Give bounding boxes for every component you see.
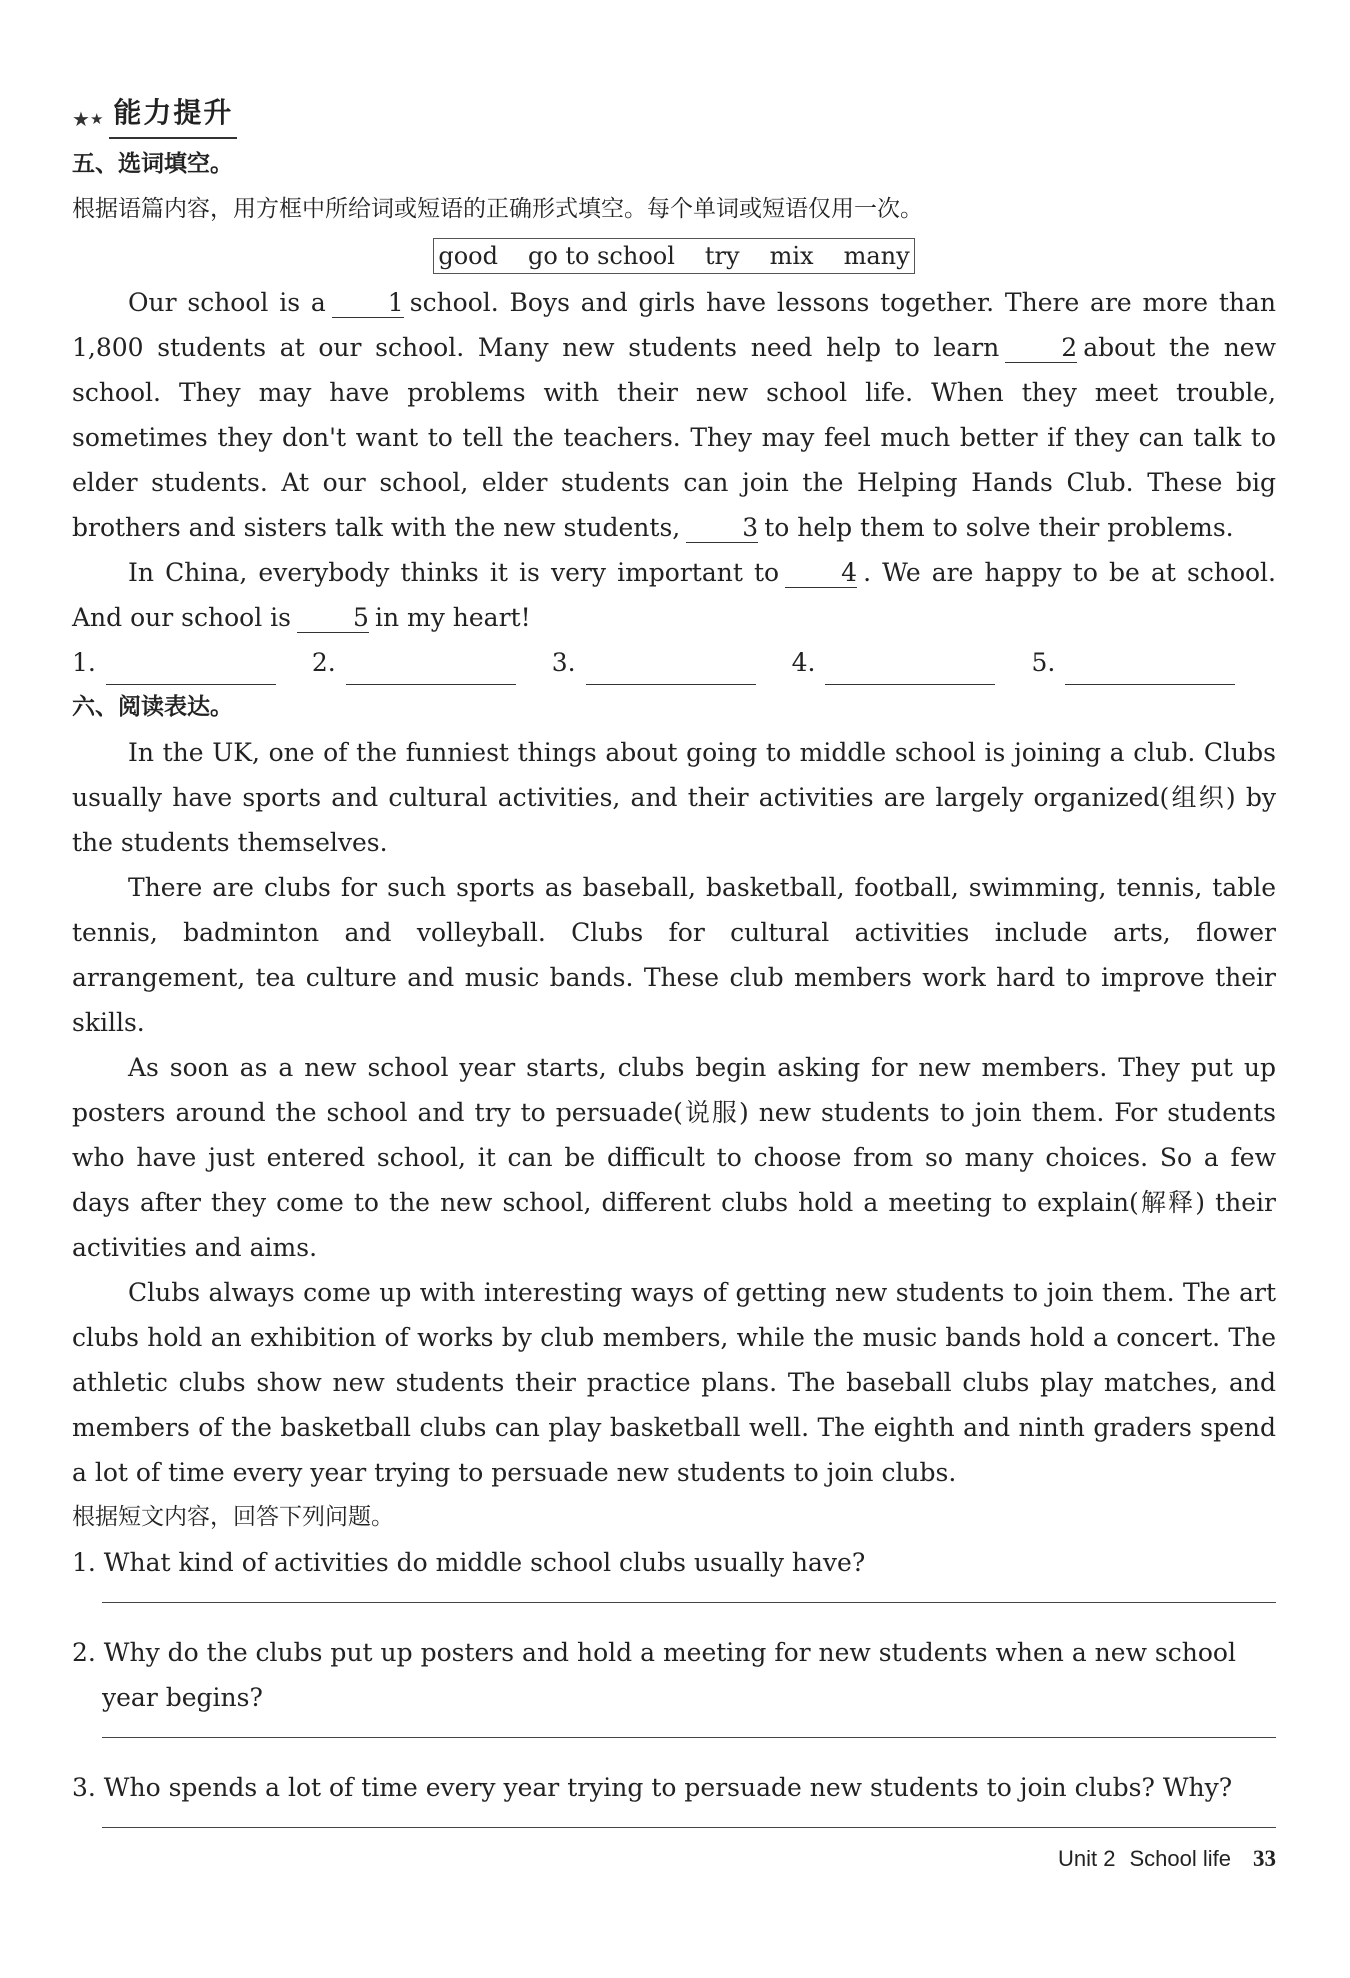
cloze-blank-3[interactable]: 3 bbox=[686, 514, 758, 543]
cloze-paragraph-1: Our school is a 1 school. Boys and girls have lessons together. There are more than 1,800 students at our school. Many new students need help to learn 2 about the new school. They may have problems with their new school life. When they meet trouble, sometimes they don't want to tell the teachers. They may feel much better if they can talk to elder students. At our school, elder students can join the Helping Hands Club. These big brothers and sisters talk with the new students, 3 to help them to solve their problems. bbox=[72, 288, 1276, 542]
reading-paragraph-2: There are clubs for such sports as baseball, basketball, football, swimming, tennis, table tennis, badminton and volleyball. Clubs for cultural activities include arts, flower arrangement, tea culture and music bands. These club members work hard to improve their skills. bbox=[72, 873, 1276, 1037]
page-number: 33 bbox=[1253, 1846, 1276, 1871]
cloze-blank-2[interactable]: 2 bbox=[1005, 334, 1077, 363]
section6-instruction: 根据短文内容，回答下列问题。 bbox=[72, 1504, 394, 1530]
banner-title: 能力提升 bbox=[109, 90, 237, 139]
question-1: 1. What kind of activities do middle school clubs usually have? bbox=[72, 1548, 866, 1577]
word-bank-item: good bbox=[438, 242, 498, 270]
section-banner bbox=[72, 92, 1276, 136]
question-3: 3. Who spends a lot of time every year trying to persuade new students to join clubs? Why? bbox=[72, 1773, 1233, 1802]
footer-title: School life bbox=[1129, 1846, 1231, 1871]
answer-row bbox=[72, 640, 1276, 685]
word-bank-item: mix bbox=[769, 242, 814, 270]
answer-slot-1[interactable]: 1. bbox=[72, 640, 276, 685]
section5-instruction: 根据语篇内容，用方框中所给词或短语的正确形式填空。每个单词或短语仅用一次。 bbox=[72, 196, 923, 222]
answer-line-3[interactable] bbox=[102, 1826, 1276, 1828]
question-2: 2. Why do the clubs put up posters and hold a meeting for new students when a new school year begins? bbox=[72, 1638, 1236, 1712]
answer-line-2[interactable] bbox=[102, 1736, 1276, 1738]
reading-paragraph-3: As soon as a new school year starts, clubs begin asking for new members. They put up posters around the school and try to persuade(说服) new students to join them. For students who have just entered school, it can be difficult to choose from so many choices. So a few days after they come to the new school, different clubs hold a meeting to explain(解释) their activities and aims. bbox=[72, 1053, 1276, 1262]
word-bank-item: many bbox=[843, 242, 910, 270]
word-bank-item: try bbox=[704, 242, 740, 270]
reading-paragraph-4: Clubs always come up with interesting ways of getting new students to join them. The art clubs hold an exhibition of works by club members, while the music bands hold a concert. The athletic clubs show new students their practice plans. The baseball clubs play matches, and members of the basketball clubs can play basketball well. The eighth and ninth graders spend a lot of time every year trying to persuade new students to join clubs. bbox=[72, 1278, 1276, 1487]
word-bank bbox=[72, 232, 1276, 280]
section6-heading: 六、阅读表达。 bbox=[72, 694, 233, 720]
cloze-blank-5[interactable]: 5 bbox=[297, 604, 369, 633]
answer-slot-2[interactable]: 2. bbox=[312, 640, 516, 685]
answer-line-1[interactable] bbox=[102, 1601, 1276, 1603]
answer-slot-4[interactable]: 4. bbox=[792, 640, 996, 685]
cloze-blank-4[interactable]: 4 bbox=[785, 559, 857, 588]
stars-icon: ★ ★ bbox=[72, 107, 104, 131]
reading-paragraph-1: In the UK, one of the funniest things about going to middle school is joining a club. Clubs usually have sports and cultural activities, and their activities are largely organized(组织) by the students themselves. bbox=[72, 738, 1276, 857]
word-bank-item: go to school bbox=[527, 242, 675, 270]
answer-slot-3[interactable]: 3. bbox=[552, 640, 756, 685]
answer-slot-5[interactable]: 5. bbox=[1031, 640, 1235, 685]
cloze-blank-1[interactable]: 1 bbox=[332, 289, 404, 318]
page-footer bbox=[1058, 1836, 1276, 1881]
cloze-paragraph-2: In China, everybody thinks it is very important to 4 . We are happy to be at school. And our school is 5 in my heart! bbox=[72, 558, 1276, 632]
section5-heading: 五、选词填空。 bbox=[72, 151, 233, 177]
footer-unit: Unit 2 bbox=[1058, 1846, 1116, 1871]
